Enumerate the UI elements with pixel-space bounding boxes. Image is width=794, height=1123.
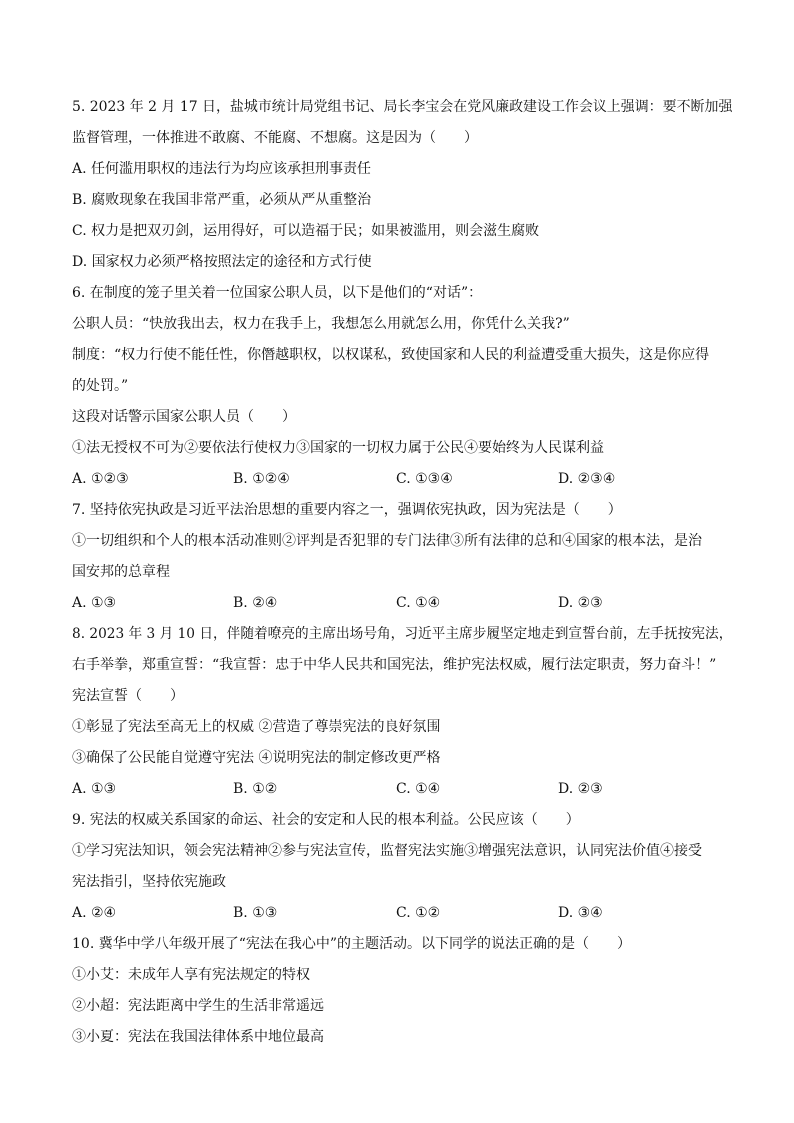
question-10-statement-1: ①小艾：未成年人享有宪法规定的特权	[72, 967, 310, 983]
question-6-stem-line-4: 的处罚。”	[72, 378, 129, 394]
question-8-stem-line-1: 8. 2023 年 3 月 10 日，伴随着嘹亮的主席出场号角，习近平主席步履坚定地走到宣誓台前，左手抚按宪法，	[72, 626, 733, 642]
question-8-option-c: C. ①④	[396, 781, 441, 797]
question-8-option-b: B. ①②	[233, 781, 278, 797]
question-7-statements-line-2: 国安邦的总章程	[72, 564, 170, 580]
question-10	[72, 929, 732, 1053]
question-7-option-c: C. ①④	[396, 595, 441, 611]
question-8-stem-line-2: 右手举拳，郑重宣誓：“我宣誓：忠于中华人民共和国宪法，维护宪法权威，履行法定职责，努力奋斗！”	[72, 657, 717, 673]
question-9-statements-line-1: ①学习宪法知识，领会宪法精神②参与宪法宣传，监督宪法实施③增强宪法意识，认同宪法价值④接受	[72, 843, 702, 859]
question-7-option-a: A. ①③	[72, 595, 117, 611]
question-6-options	[72, 464, 732, 495]
question-6-statements: ①法无授权不可为②要依法行使权力③国家的一切权力属于公民④要始终为人民谋利益	[72, 440, 604, 456]
question-6-option-b: B. ①②④	[233, 471, 290, 487]
question-5-option-c: C. 权力是把双刃剑，运用得好，可以造福于民；如果被滥用，则会滋生腐败	[72, 223, 540, 239]
exam-page	[72, 92, 732, 1053]
question-7-stem-line-1: 7. 坚持依宪执政是习近平法治思想的重要内容之一，强调依宪执政，因为宪法是（ ）	[72, 502, 622, 518]
question-9-option-b: B. ①③	[233, 905, 278, 921]
question-5-option-a: A. 任何滥用职权的违法行为均应该承担刑事责任	[72, 161, 372, 177]
question-8	[72, 619, 732, 805]
question-6-option-c: C. ①③④	[396, 471, 453, 487]
question-9-option-a: A. ②④	[72, 905, 117, 921]
question-5	[72, 92, 732, 278]
question-10-statement-2: ②小超：宪法距离中学生的生活非常遥远	[72, 998, 324, 1014]
question-6-stem-line-1: 6. 在制度的笼子里关着一位国家公职人员，以下是他们的“对话”：	[72, 285, 483, 301]
question-9	[72, 805, 732, 929]
question-5-stem-line-1: 5. 2023 年 2 月 17 日，盐城市统计局党组书记、局长李宝会在党风廉政建设工作会议上强调：要不断加强	[72, 99, 733, 115]
question-7-option-b: B. ②④	[233, 595, 278, 611]
question-8-option-d: D. ②③	[558, 781, 603, 797]
question-9-option-c: C. ①②	[396, 905, 441, 921]
question-9-option-d: D. ③④	[558, 905, 603, 921]
question-8-statements-line-2: ③确保了公民能自觉遵守宪法 ④说明宪法的制定修改更严格	[72, 750, 441, 766]
question-7-option-d: D. ②③	[558, 595, 603, 611]
question-7-statements-line-1: ①一切组织和个人的根本活动准则②评判是否犯罪的专门法律③所有法律的总和④国家的根本法，是治	[72, 533, 702, 549]
question-8-stem-line-3: 宪法宣誓（ ）	[72, 688, 184, 704]
question-6-stem-line-5: 这段对话警示国家公职人员（ ）	[72, 409, 296, 425]
question-7-options	[72, 588, 732, 619]
question-6-option-d: D. ②③④	[558, 471, 616, 487]
question-7	[72, 495, 732, 619]
question-5-stem-line-2: 监督管理，一体推进不敢腐、不能腐、不想腐。这是因为（ ）	[72, 130, 478, 146]
question-10-stem-line-1: 10. 冀华中学八年级开展了“宪法在我心中”的主题活动。以下同学的说法正确的是（ ）	[72, 936, 632, 952]
question-5-option-d: D. 国家权力必须严格按照法定的途径和方式行使	[72, 254, 372, 270]
question-5-option-b: B. 腐败现象在我国非常严重，必须从严从重整治	[72, 192, 372, 208]
question-6-stem-line-3: 制度：“权力行使不能任性，你僭越职权，以权谋私，致使国家和人民的利益遭受重大损失，这是你应得	[72, 347, 710, 363]
question-9-statements-line-2: 宪法指引，坚持依宪施政	[72, 874, 226, 890]
question-6-option-a: A. ①②③	[72, 471, 129, 487]
question-8-options	[72, 774, 732, 805]
question-8-option-a: A. ①③	[72, 781, 117, 797]
question-9-stem-line-1: 9. 宪法的权威关系国家的命运、社会的安定和人民的根本利益。公民应该（ ）	[72, 812, 580, 828]
question-6-stem-line-2: 公职人员：“快放我出去，权力在我手上，我想怎么用就怎么用，你凭什么关我?”	[72, 316, 570, 332]
question-9-options	[72, 898, 732, 929]
question-10-statement-3: ③小夏：宪法在我国法律体系中地位最高	[72, 1029, 324, 1045]
question-8-statements-line-1: ①彰显了宪法至高无上的权威 ②营造了尊崇宪法的良好氛围	[72, 719, 441, 735]
question-6	[72, 278, 732, 495]
